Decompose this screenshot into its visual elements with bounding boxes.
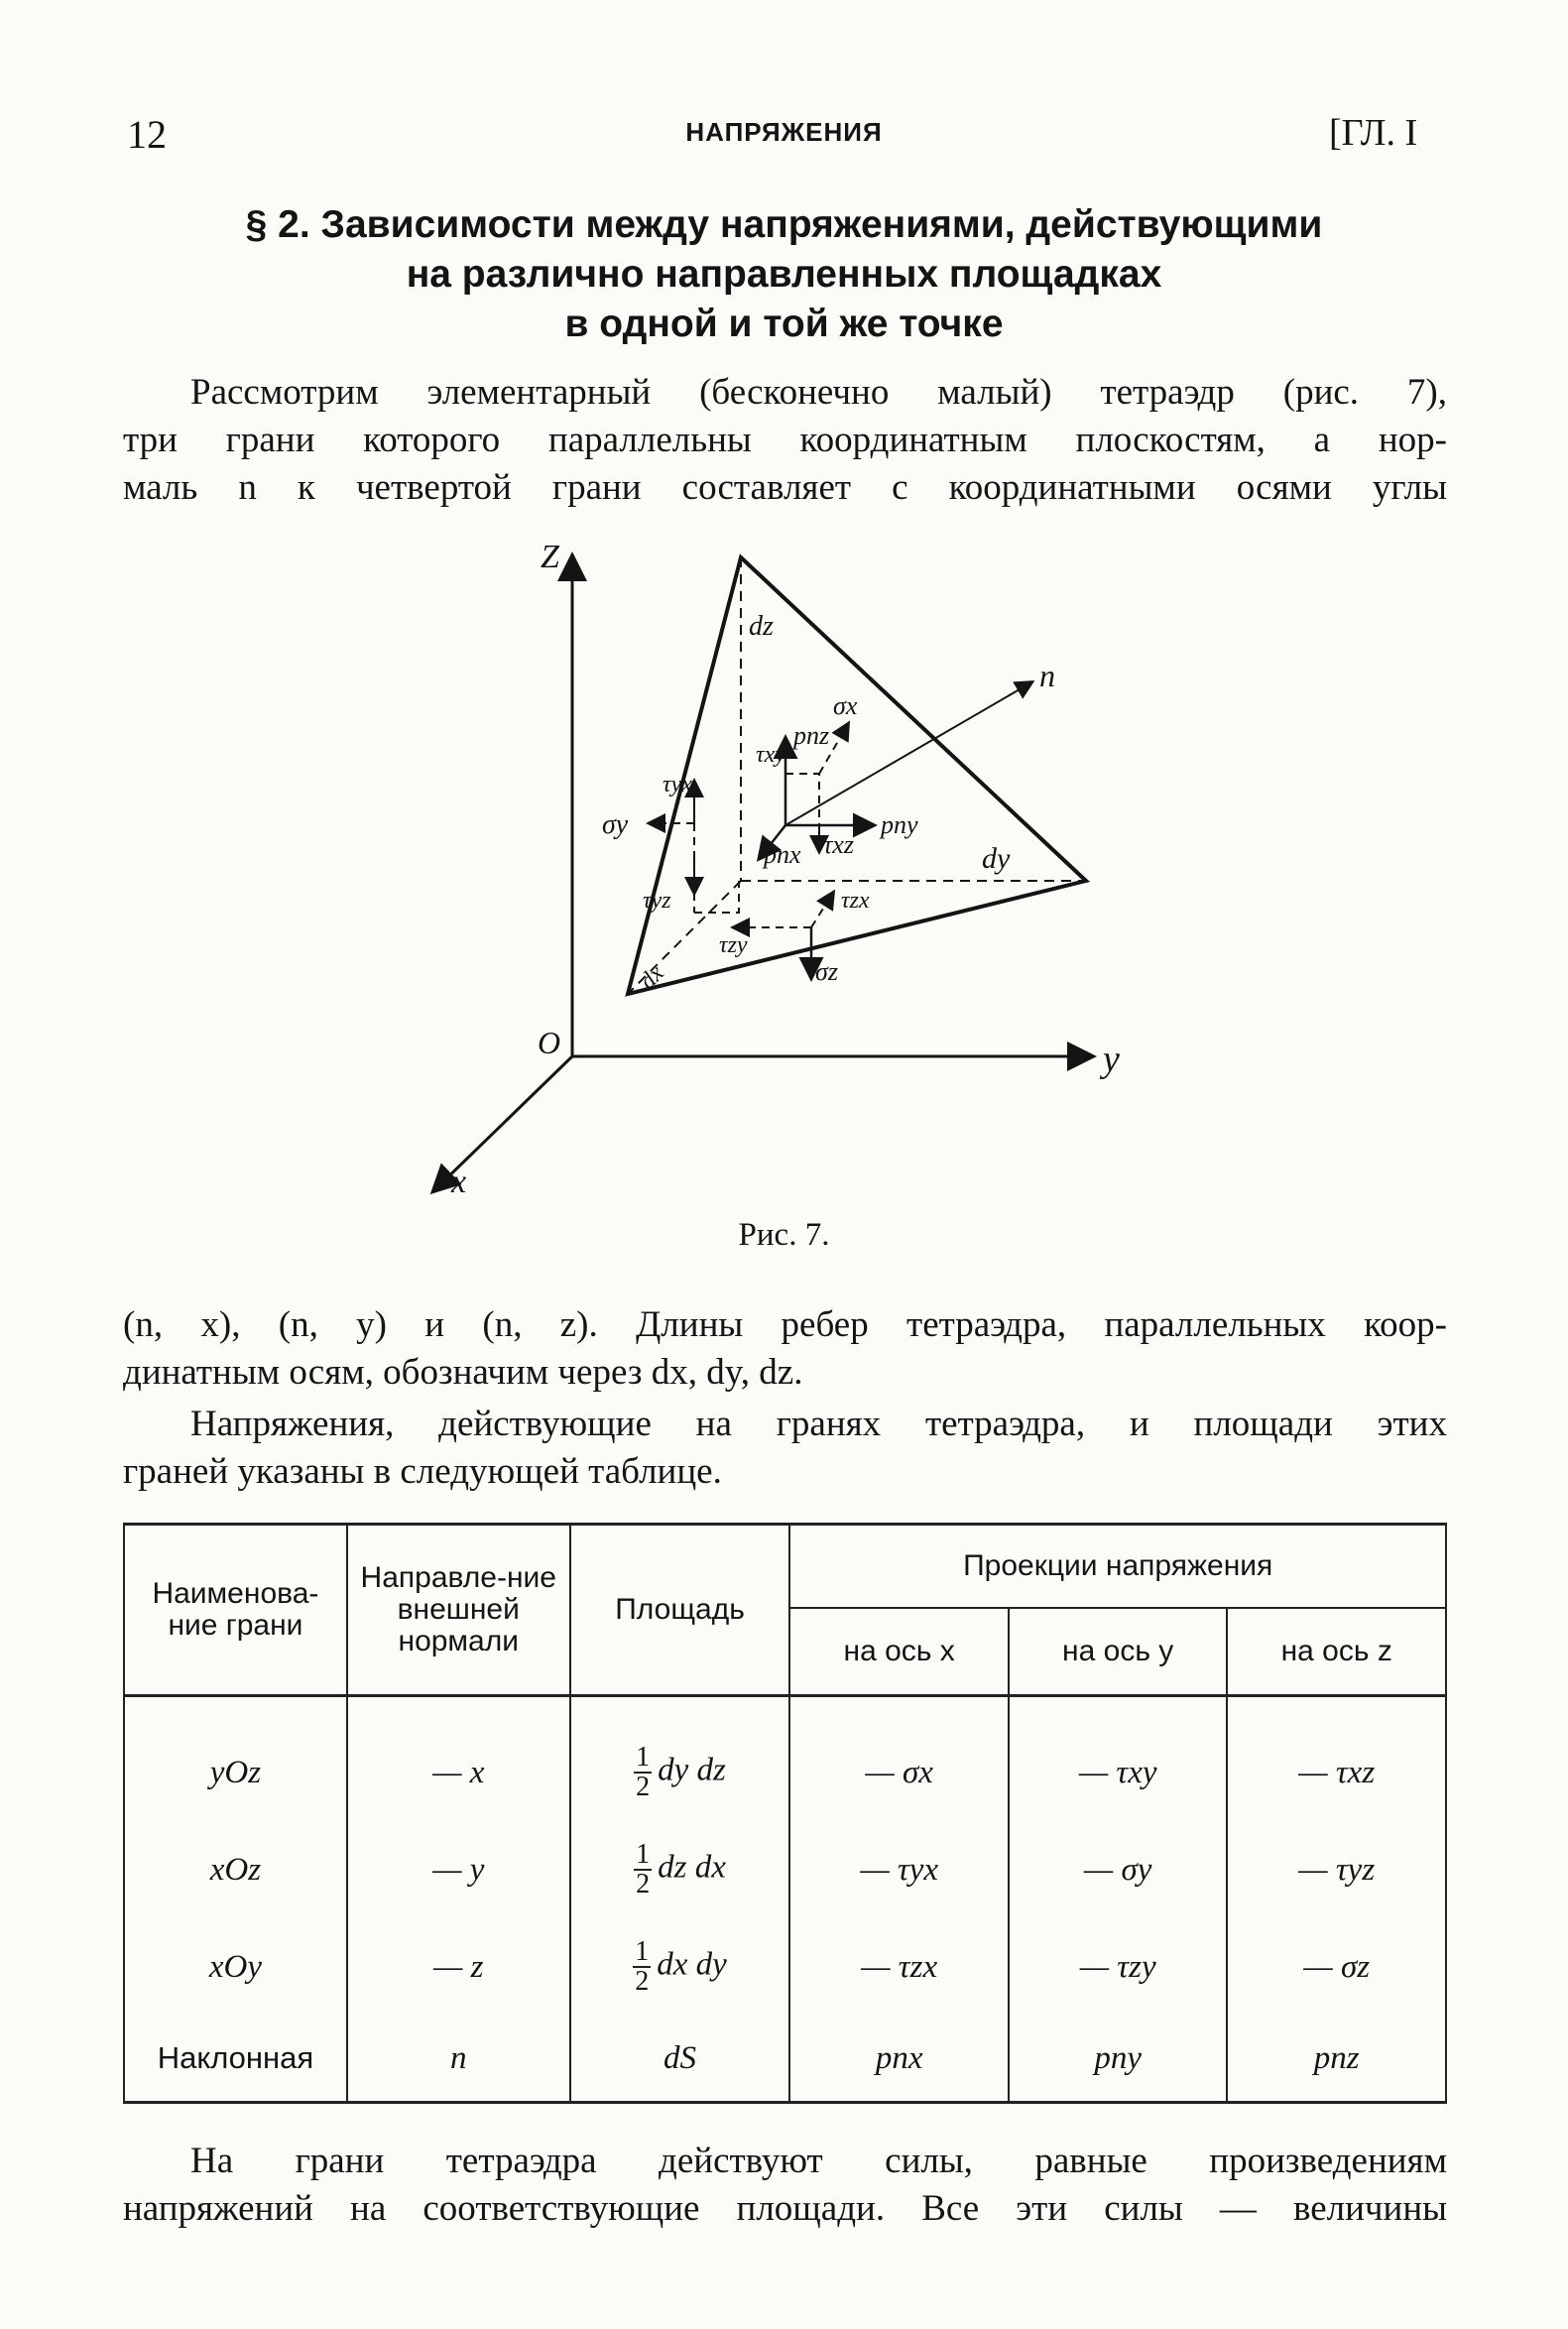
fraction-denominator: 2 — [636, 1772, 651, 1802]
table-row — [124, 1918, 1446, 2016]
fraction-numerator: 1 — [635, 1936, 650, 1967]
tetrahedron-figure — [397, 536, 1150, 1210]
projection-y-cell: pny — [1009, 2016, 1228, 2103]
area-cell — [570, 1696, 790, 1822]
projection-x-cell: — τyx — [789, 1821, 1009, 1918]
fraction-denominator: 2 — [636, 1869, 651, 1900]
origin-label: O — [538, 1025, 561, 1060]
tau-yz-label: τyz — [643, 888, 671, 914]
axis-y-label: y — [1103, 1039, 1120, 1080]
text-line: Рассмотрим элементарный (бесконечно малый) тетраэдр (рис. 7), — [190, 372, 1447, 413]
normal-label: n — [1039, 658, 1055, 693]
area-cell: dS — [570, 2016, 790, 2103]
chapter-label: [ГЛ. I — [1329, 112, 1418, 154]
projection-z-cell: — τxz — [1227, 1696, 1446, 1822]
fraction-denominator: 2 — [635, 1966, 650, 1997]
projection-x-cell: — τzx — [789, 1918, 1009, 2016]
tau-xy-label: τxy — [756, 742, 785, 768]
area-cell — [570, 1918, 790, 2016]
table-row — [124, 1696, 1446, 1822]
header-normal: Направле-ние внешней нормали — [347, 1525, 570, 1696]
paragraph-intro — [123, 369, 1447, 512]
projection-y-cell: — τzy — [1009, 1918, 1228, 2016]
fraction-numerator: 1 — [636, 1839, 651, 1870]
projection-y-cell: — σy — [1009, 1821, 1228, 1918]
sigma-y-label: σy — [602, 809, 629, 840]
tetrahedron-face — [628, 557, 1086, 994]
paragraph-forces — [123, 2138, 1447, 2233]
fraction — [633, 1938, 651, 1996]
area-expression: dx dy — [657, 1946, 727, 1983]
text-line: На грани тетраэдра действуют силы, равные произведениям — [190, 2141, 1447, 2181]
header-on-x: на ось x — [789, 1608, 1009, 1696]
area-expression: dz dx — [658, 1849, 726, 1886]
label-dx: dx — [635, 960, 669, 995]
text-line: напряжений на соответствующие площади. Все эти силы — величины — [123, 2188, 1447, 2229]
tau-yx-label: τyx — [663, 772, 692, 797]
sigma-x-label: σx — [833, 691, 858, 720]
text-line: (n, x), (n, y) и (n, z). Длины ребер тетраэдра, параллельных коор- — [123, 1304, 1447, 1345]
tau-zx-arrow — [811, 893, 833, 927]
section-title — [0, 200, 1568, 349]
projection-y-cell: — τxy — [1009, 1696, 1228, 1822]
paragraph-edges — [123, 1301, 1447, 1397]
stress-table — [123, 1523, 1447, 2104]
face-cell: Наклонная — [124, 2016, 347, 2103]
text-line: три грани которого параллельны координатным плоскостям, а нор- — [123, 420, 1447, 460]
projection-z-cell: pnz — [1227, 2016, 1446, 2103]
normal-cell: — y — [347, 1821, 570, 1918]
figure-caption: Рис. 7. — [738, 1217, 830, 1253]
normal-cell: — z — [347, 1918, 570, 2016]
sigma-z-label: σz — [815, 957, 838, 986]
tau-zx-label: τzx — [841, 888, 870, 914]
label-dz: dz — [749, 611, 774, 642]
dashed-guide — [785, 774, 819, 825]
running-title: НАПРЯЖЕНИЯ — [685, 117, 883, 147]
tau-xz-label: τxz — [823, 830, 854, 859]
projection-z-cell: — σz — [1227, 1918, 1446, 2016]
table-row — [124, 1821, 1446, 1918]
text-line: граней указаны в следующей таблице. — [123, 1451, 722, 1492]
normal-cell: n — [347, 2016, 570, 2103]
fraction — [634, 1841, 652, 1899]
text-line: Напряжения, действующие на гранях тетраэдра, и площади этих — [190, 1404, 1447, 1444]
dashed-guide — [694, 881, 739, 913]
face-cell: xOz — [124, 1821, 347, 1918]
p-nz-label: pnz — [793, 721, 830, 750]
area-cell — [570, 1821, 790, 1918]
page-number: 12 — [127, 112, 167, 157]
label-dy: dy — [982, 842, 1011, 875]
face-cell: yOz — [124, 1696, 347, 1822]
section-title-line: § 2. Зависимости между напряжениями, действующими — [245, 203, 1323, 246]
header-face: Наименова-ние грани — [124, 1525, 347, 1696]
table-row — [124, 2016, 1446, 2103]
header-projections: Проекции напряжения — [789, 1525, 1446, 1609]
axis-z-label: Z — [541, 539, 559, 575]
header-on-z: на ось z — [1227, 1608, 1446, 1696]
area-expression: dy dz — [658, 1752, 726, 1788]
section-title-line: на различно направленных площадках — [406, 253, 1162, 296]
section-title-line: в одной и той же точке — [564, 303, 1004, 345]
axis-x-label: x — [451, 1164, 467, 1200]
projection-x-cell: pnx — [789, 2016, 1009, 2103]
p-nx-label: pnx — [764, 840, 801, 869]
fraction — [634, 1744, 652, 1801]
face-cell: xOy — [124, 1918, 347, 2016]
tau-zy-label: τzy — [719, 932, 748, 958]
projection-z-cell: — τyz — [1227, 1821, 1446, 1918]
p-ny-label: pny — [881, 810, 918, 839]
projection-x-cell: — σx — [789, 1696, 1009, 1822]
normal-cell: — x — [347, 1696, 570, 1822]
normal-vector — [785, 682, 1031, 825]
paragraph-table-intro — [123, 1401, 1447, 1496]
fraction-numerator: 1 — [636, 1742, 651, 1773]
header-on-y: на ось y — [1009, 1608, 1228, 1696]
header-area: Площадь — [570, 1525, 790, 1696]
text-line: маль n к четвертой грани составляет с координатными осями углы — [123, 467, 1447, 508]
text-line: динатным осям, обозначим через dx, dy, dz. — [123, 1352, 803, 1393]
